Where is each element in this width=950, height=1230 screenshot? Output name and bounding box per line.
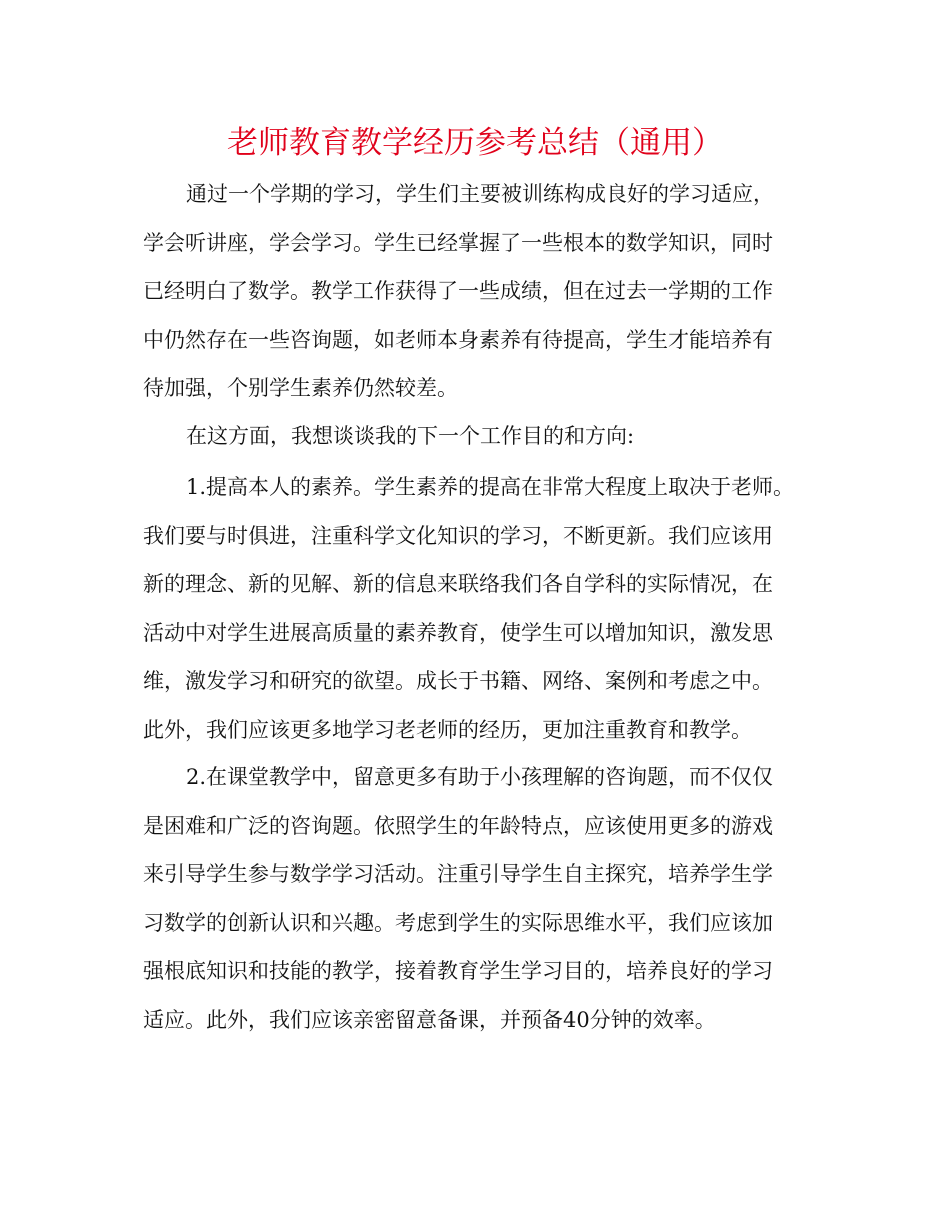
paragraph-line: 在这方面，我想谈谈我的下一个工作目的和方向: bbox=[186, 424, 635, 448]
paragraph-line: 2.在课堂教学中，留意更多有助于小孩理解的咨询题，而不仅仅 bbox=[186, 765, 774, 789]
paragraph-line: 适应。此外，我们应该亲密留意备课，并预备40分钟的效率。 bbox=[143, 1007, 716, 1032]
paragraph-line: 学会听讲座，学会学习。学生已经掌握了一些根本的数学知识，同时 bbox=[143, 230, 773, 255]
paragraph-2 bbox=[143, 412, 823, 461]
paragraph-line: 通过一个学期的学习，学生们主要被训练构成良好的学习适应， bbox=[186, 182, 774, 206]
paragraph-3 bbox=[143, 463, 823, 754]
paragraph-line: 1.提高本人的素养。学生素养的提高在非常大程度上取决于老师。 bbox=[186, 475, 795, 499]
paragraph-1 bbox=[143, 170, 823, 413]
paragraph-line: 是困难和广泛的咨询题。依照学生的年龄特点，应该使用更多的游戏 bbox=[143, 813, 773, 838]
paragraph-line: 待加强，个别学生素养仍然较差。 bbox=[143, 376, 458, 400]
paragraph-4 bbox=[143, 753, 823, 1044]
paragraph-line: 强根底知识和技能的教学，接着教育学生学习目的，培养良好的学习 bbox=[143, 959, 773, 983]
paragraph-line: 新的理念、新的见解、新的信息来联络我们各自学科的实际情况，在 bbox=[143, 572, 773, 596]
paragraph-line: 习数学的创新认识和兴趣。考虑到学生的实际思维水平，我们应该加 bbox=[143, 910, 773, 935]
paragraph-line: 已经明白了数学。教学工作获得了一些成绩，但在过去一学期的工作 bbox=[143, 279, 773, 303]
paragraph-line: 活动中对学生进展高质量的素养教育，使学生可以增加知识，激发思 bbox=[143, 620, 773, 645]
paragraph-line: 中仍然存在一些咨询题，如老师本身素养有待提高，学生才能培养有 bbox=[143, 327, 773, 352]
paragraph-line: 此外，我们应该更多地学习老老师的经历，更加注重教育和教学。 bbox=[143, 717, 752, 742]
paragraph-line: 来引导学生参与数学学习活动。注重引导学生自主探究，培养学生学 bbox=[143, 862, 773, 886]
paragraph-line: 维，激发学习和研究的欲望。成长于书籍、网络、案例和考虑之中。 bbox=[143, 669, 773, 693]
document-title: 老师教育教学经历参考总结（通用） bbox=[227, 125, 723, 161]
paragraph-line: 我们要与时俱进，注重科学文化知识的学习，不断更新。我们应该用 bbox=[143, 523, 773, 548]
